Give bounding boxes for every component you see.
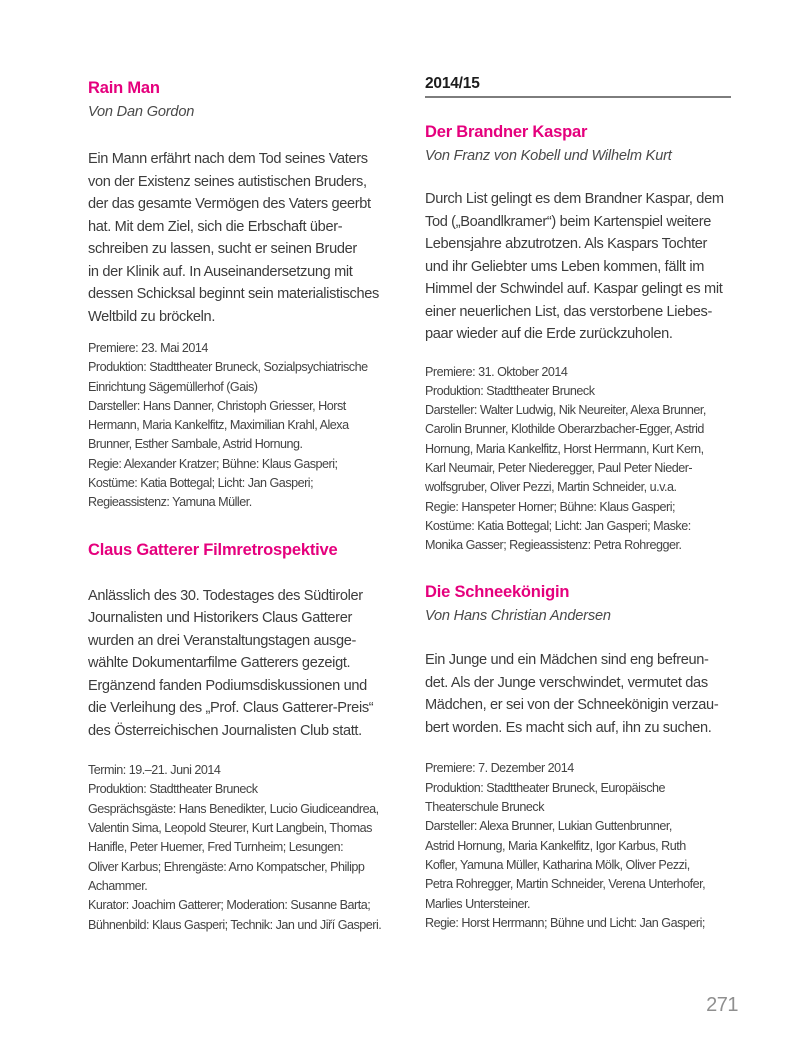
text-line: Himmel der Schwindel auf. Kaspar gelingt es mit	[425, 281, 723, 297]
text-line: bert worden. Es macht sich auf, ihn zu suchen.	[425, 719, 712, 736]
text-line: Darsteller: Alexa Brunner, Lukian Guttenbrunner,	[425, 819, 672, 834]
text-line: Regie: Hanspeter Horner; Bühne: Klaus Gasperi;	[425, 499, 676, 514]
text-line: Regie: Alexander Kratzer; Bühne: Klaus Gasperi;	[88, 456, 338, 471]
text-line: Bühnenbild: Klaus Gasperi; Technik: Jan und Jiří Gasperi.	[88, 917, 382, 932]
text-line: Monika Gasser; Regieassistenz: Petra Rohregger.	[425, 538, 682, 553]
text-line: Anlässlich des 30. Todestages des Südtiroler	[88, 587, 363, 604]
text-line: Kofler, Yamuna Müller, Katharina Mölk, Oliver Pezzi,	[425, 857, 690, 872]
text-line: Regie: Horst Herrmann; Bühne und Licht: Jan Gasperi;	[425, 915, 705, 930]
text-line: Lebensjahre abzutrotzen. Als Kaspars Tochter	[425, 236, 708, 252]
text-line: Karl Neumair, Peter Niederegger, Paul Peter Nieder-	[425, 460, 693, 475]
text-line: Produktion: Stadttheater Bruneck	[88, 782, 258, 797]
production-author: Von Hans Christian Andersen	[425, 608, 611, 625]
text-line: wählte Dokumentarfilme Gatterers gezeigt.	[88, 655, 351, 672]
text-line: Oliver Karbus; Ehrengäste: Arno Kompatscher, Philipp	[88, 859, 365, 874]
text-line: Durch List gelingt es dem Brandner Kaspar, dem	[425, 191, 724, 207]
production-credits	[425, 759, 733, 933]
season-label: 2014/15	[425, 75, 480, 92]
production-author: Von Franz von Kobell und Wilhelm Kurt	[425, 148, 672, 164]
text-line: Astrid Hornung, Maria Kankelfitz, Igor Karbus, Ruth	[425, 838, 686, 853]
text-line: Premiere: 7. Dezember 2014	[425, 761, 574, 776]
text-line: Marlies Untersteiner.	[425, 896, 530, 911]
text-line: des Österreichischen Journalisten Club statt.	[88, 722, 362, 739]
text-line: Hermann, Maria Kankelfitz, Maximilian Krahl, Alexa	[88, 418, 349, 433]
production-title: Rain Man	[88, 79, 160, 97]
text-line: Mädchen, er sei von der Schneekönigin verzau-	[425, 697, 719, 714]
text-line: Valentin Sima, Leopold Steurer, Kurt Langbein, Thomas	[88, 821, 372, 836]
text-line: der das gesamte Vermögen des Vaters geerbt	[88, 196, 371, 212]
text-line: Petra Rohregger, Martin Schneider, Verena Unterhofer,	[425, 877, 706, 892]
text-line: Premiere: 31. Oktober 2014	[425, 364, 568, 379]
text-line: Ein Junge und ein Mädchen sind eng befreun-	[425, 652, 709, 669]
text-line: Hornung, Maria Kankelfitz, Horst Herrmann, Kurt Kern,	[425, 441, 704, 456]
text-line: Termin: 19.–21. Juni 2014	[88, 763, 221, 778]
text-line: Theaterschule Bruneck	[425, 800, 545, 815]
text-line: Einrichtung Sägemüllerhof (Gais)	[88, 379, 258, 394]
text-line: wurden an drei Veranstaltungstagen ausge-	[88, 632, 356, 649]
left-column	[88, 78, 400, 935]
text-line: Ein Mann erfährt nach dem Tod seines Vaters	[88, 151, 368, 167]
text-line: und ihr Geliebter ums Leben kommen, fällt im	[425, 258, 705, 275]
text-line: hat. Mit dem Ziel, sich die Erbschaft über-	[88, 218, 343, 235]
text-line: Kurator: Joachim Gatterer; Moderation: Susanne Barta;	[88, 898, 371, 913]
text-line: Produktion: Stadttheater Bruneck, Europäische	[425, 780, 666, 795]
production-credits	[88, 339, 400, 513]
production-description	[88, 585, 400, 743]
production-description	[425, 649, 733, 739]
text-line: Darsteller: Hans Danner, Christoph Griesser, Horst	[88, 398, 346, 413]
text-line: Weltbild zu bröckeln.	[88, 308, 216, 325]
text-line: Journalisten und Historikers Claus Gatterer	[88, 610, 352, 627]
section-rain-man	[88, 78, 400, 513]
text-line: Produktion: Stadttheater Bruneck, Sozialpsychiatrische	[88, 360, 368, 375]
text-line: Carolin Brunner, Klothilde Oberarzbacher-Egger, Astrid	[425, 422, 704, 437]
text-line: paar wieder auf die Erde zurückzuholen.	[425, 326, 673, 342]
text-line: dessen Schicksal beginnt sein materialistisches	[88, 286, 379, 302]
season-rule	[425, 96, 731, 98]
text-line: schreiben zu lassen, sucht er seinen Bruder	[88, 241, 357, 257]
text-line: Kostüme: Katia Bottegal; Licht: Jan Gasperi; Maske:	[425, 518, 691, 533]
production-description	[88, 148, 400, 328]
season-header	[425, 75, 733, 98]
text-line: in der Klinik auf. In Auseinandersetzung mit	[88, 263, 353, 280]
text-line: wolfsgruber, Oliver Pezzi, Martin Schneider, u.v.a.	[425, 480, 677, 495]
text-line: Gesprächsgäste: Hans Benedikter, Lucio Giudiceandrea,	[88, 801, 379, 816]
text-line: Darsteller: Walter Ludwig, Nik Neureiter, Alexa Brunner,	[425, 403, 706, 418]
text-line: det. Als der Junge verschwindet, vermutet das	[425, 674, 708, 691]
section-claus-gatterer-filmretrospektive	[88, 540, 400, 935]
production-credits	[425, 363, 733, 556]
text-line: Achammer.	[88, 878, 148, 893]
text-line: Produktion: Stadttheater Bruneck	[425, 383, 595, 398]
production-title: Der Brandner Kaspar	[425, 123, 588, 141]
production-credits	[88, 761, 400, 935]
production-description	[425, 188, 733, 346]
text-line: Premiere: 23. Mai 2014	[88, 341, 208, 355]
production-author: Von Dan Gordon	[88, 104, 195, 120]
right-column	[425, 75, 733, 933]
text-line: Tod („Boandlkramer“) beim Kartenspiel weitere	[425, 213, 711, 230]
text-line: einer neuerlichen List, das verstorbene Liebes-	[425, 303, 712, 320]
text-line: Hanifle, Peter Huemer, Fred Turnheim; Lesungen:	[88, 840, 344, 855]
production-title: Die Schneekönigin	[425, 583, 570, 602]
text-line: Brunner, Esther Sambale, Astrid Hornung.	[88, 437, 303, 452]
text-line: Kostüme: Katia Bottegal; Licht: Jan Gasperi;	[88, 476, 314, 491]
section-die-schneekoenigin	[425, 582, 733, 933]
section-der-brandner-kaspar	[425, 122, 733, 555]
production-title: Claus Gatterer Filmretrospektive	[88, 540, 338, 559]
page-number: 271	[706, 994, 738, 1016]
text-line: die Verleihung des „Prof. Claus Gatterer-Preis“	[88, 700, 374, 717]
text-line: Regieassistenz: Yamuna Müller.	[88, 495, 252, 510]
text-line: von der Existenz seines autistischen Bruders,	[88, 173, 367, 190]
text-line: Ergänzend fanden Podiumsdiskussionen und	[88, 677, 367, 694]
